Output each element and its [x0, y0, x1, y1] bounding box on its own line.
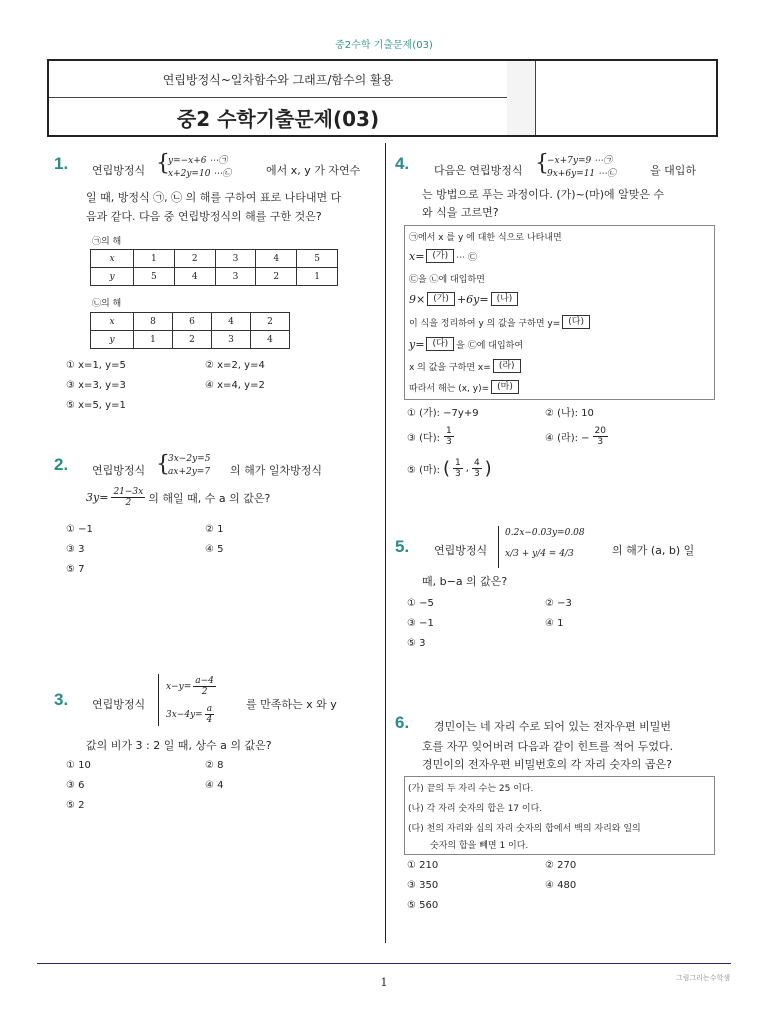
blank-na: (나)	[491, 292, 519, 306]
fraction-numerator: a−4	[195, 676, 214, 686]
q3-eq2-fraction	[205, 704, 214, 725]
page-subtitle: 연립방정식~일차함수와 그래프/함수의 활용	[49, 61, 507, 98]
option-label: ④ (라): −	[545, 433, 590, 444]
q5-tail: 의 해가 (a, b) 일	[612, 544, 695, 557]
table-cell: 2	[251, 313, 290, 331]
q1-table2-label: ㉡의 해	[92, 299, 122, 309]
table-cell: 2	[173, 331, 212, 349]
fraction-denominator: 3	[445, 437, 452, 447]
q4-step4-lhs: 9×	[409, 292, 426, 306]
q3-line2: 값의 비가 3 : 2 일 때, 상수 a 의 값은?	[86, 739, 272, 752]
q5-eq2: x/3 + y/4 = 4/3	[505, 549, 574, 559]
q2-eq1: 3x−2y=5	[168, 454, 211, 464]
option-label: ⑤ (마):	[407, 465, 440, 476]
q2-option-1[interactable]: ① −1	[66, 524, 93, 535]
table-cell: 3	[215, 250, 256, 268]
blank-ga: (가)	[427, 292, 455, 306]
blank-da: (다)	[562, 315, 590, 329]
paren-close: )	[484, 458, 492, 479]
q1-table2	[90, 312, 290, 349]
q4-step5	[409, 315, 590, 329]
q4-step7-text: x 의 값을 구하면 x=	[409, 362, 491, 373]
q1-line2: 일 때, 방정식 ㉠, ㉡ 의 해를 구하여 표로 나타내면 다	[86, 191, 342, 204]
q6-option-5[interactable]: ⑤ 560	[407, 900, 439, 911]
q3-eq2	[166, 704, 214, 725]
q6-option-1[interactable]: ① 210	[407, 860, 439, 871]
q4-option-3[interactable]	[407, 426, 454, 447]
q6-line2: 호를 자꾸 잊어버려 다음과 같이 힌트를 적어 두었다.	[422, 740, 674, 753]
option-fraction	[593, 426, 608, 447]
fraction-denominator: 4	[206, 715, 213, 725]
blank-ra: (라)	[493, 359, 521, 373]
q6-hint-2: (나) 각 자리 숫자의 합은 17 이다.	[408, 804, 543, 814]
page-number: 1	[380, 976, 388, 989]
q3-eq1	[166, 676, 216, 697]
option-fraction	[444, 426, 454, 447]
q4-step6-text: 을 ㉢에 대입하여	[456, 340, 524, 351]
q4-step6	[409, 337, 523, 351]
q5-option-1[interactable]: ① −5	[407, 598, 434, 609]
q6-option-4[interactable]: ④ 480	[545, 880, 577, 891]
column-divider	[385, 143, 386, 943]
q2-brace: {	[156, 452, 170, 477]
footer-brand: 그림그리는수학샘	[675, 974, 730, 982]
q1-lead: 연립방정식	[92, 164, 146, 177]
title-box	[47, 59, 718, 137]
q2-option-3[interactable]: ③ 3	[66, 544, 85, 555]
header-label: 중2수학 기출문제(03)	[335, 40, 433, 51]
q6-option-2[interactable]: ② 270	[545, 860, 577, 871]
table-cell: 4	[174, 268, 215, 286]
table-cell: 8	[134, 313, 173, 331]
table-cell: 6	[173, 313, 212, 331]
q4-step8	[409, 380, 519, 394]
table-cell: 1	[134, 250, 175, 268]
q1-tail: 에서 x, y 가 자연수	[266, 164, 361, 177]
q4-tail: 을 대입하	[650, 164, 697, 177]
q5-line2: 때, b−a 의 값은?	[422, 575, 508, 588]
q6-hint-1: (가) 끝의 두 자리 수는 25 이다.	[408, 784, 534, 794]
fraction-numerator: 4	[473, 458, 480, 468]
q4-step1: ㉠에서 x 를 y 에 대한 식으로 나타내면	[409, 233, 562, 243]
q6-line1: 경민이는 네 자리 수로 되어 있는 전자우편 비밀번	[434, 720, 671, 733]
fraction-denominator: 3	[597, 437, 604, 447]
paren-open: (	[442, 458, 451, 479]
table-row	[91, 268, 338, 286]
q4-number: 4.	[395, 154, 410, 173]
blank-da: (다)	[426, 337, 454, 351]
table-cell: 1	[134, 331, 173, 349]
q5-option-3[interactable]: ③ −1	[407, 618, 434, 629]
fraction-numerator: 1	[455, 458, 461, 468]
q3-tail: 를 만족하는 x 와 y	[246, 698, 337, 711]
q1-option-3[interactable]: ③ x=3, y=3	[66, 380, 126, 391]
fraction-numerator: 21−3x	[113, 487, 144, 497]
q2-line2-text: 의 해일 때, 수 a 의 값은?	[148, 491, 271, 505]
q5-option-2[interactable]: ② −3	[545, 598, 572, 609]
fraction-numerator: a	[206, 704, 213, 714]
q1-table1-label: ㉠의 해	[92, 237, 122, 247]
q3-option-5[interactable]: ⑤ 2	[66, 800, 85, 811]
fraction-denominator: 2	[125, 498, 132, 508]
q2-option-4[interactable]: ④ 5	[205, 544, 224, 555]
option-label: ③ (다):	[407, 433, 440, 444]
q4-step8-text: 따라서 해는 (x, y)=	[409, 383, 490, 394]
table-cell: 4	[256, 250, 297, 268]
table-cell: 4	[212, 313, 251, 331]
blank-ma: (마)	[491, 380, 519, 394]
q2-line2	[86, 487, 270, 508]
table-cell: 4	[251, 331, 290, 349]
q3-eq2-lhs: 3x−4y=	[166, 709, 203, 720]
q6-option-3[interactable]: ③ 350	[407, 880, 439, 891]
q4-eq1: −x+7y=9 ⋯㉠	[547, 156, 613, 166]
q4-step5-text: 이 식을 정리하여 y 의 값을 구하면 y=	[409, 318, 561, 329]
q5-brace	[498, 526, 501, 568]
title-side-cell	[507, 61, 536, 135]
table-head-y: y	[91, 331, 134, 349]
page-title: 중2 수학기출문제(03)	[176, 106, 380, 131]
footer-rule	[37, 963, 731, 964]
q4-step4	[409, 292, 518, 306]
q3-number: 3.	[54, 690, 69, 709]
q5-option-5[interactable]: ⑤ 3	[407, 638, 426, 649]
q4-step7	[409, 359, 521, 373]
q5-eq1: 0.2x−0.03y=0.08	[505, 528, 585, 538]
q3-eq1-lhs: x−y=	[166, 681, 192, 692]
table-cell: 2	[174, 250, 215, 268]
q2-eq2: ax+2y=7	[168, 467, 211, 477]
q6-number: 6.	[395, 713, 410, 732]
q1-brace: {	[156, 151, 170, 176]
q4-option-4[interactable]	[545, 426, 608, 447]
q3-option-1[interactable]: ① 10	[66, 760, 91, 771]
fraction-numerator: 20	[594, 426, 606, 436]
q4-step2	[409, 249, 477, 263]
q1-number: 1.	[54, 154, 69, 173]
table-cell: 3	[212, 331, 251, 349]
q3-option-4[interactable]: ④ 4	[205, 780, 224, 791]
option-fraction	[472, 458, 482, 479]
table-head-y: y	[91, 268, 134, 286]
q4-step4-mid: +6y=	[456, 292, 489, 306]
q4-step6-lhs: y=	[409, 337, 425, 351]
q4-eq2: 9x+6y=11 ⋯㉡	[547, 169, 617, 179]
q1-eq2: x+2y=10 ⋯㉡	[168, 169, 232, 179]
q6-line3: 경민이의 전자우편 비밀번호의 각 자리 숫자의 곱은?	[422, 758, 672, 771]
fraction-denominator: 3	[473, 469, 480, 479]
q4-step2-post: ⋯ ㉢	[456, 252, 478, 263]
q4-step2-lhs: x=	[409, 249, 425, 263]
q2-eq-lhs: 3y=	[86, 491, 109, 504]
q1-line3: 음과 같다. 다음 중 연립방정식의 해를 구한 것은?	[86, 210, 322, 223]
table-row	[91, 313, 290, 331]
q2-option-2[interactable]: ② 1	[205, 524, 224, 535]
q2-number: 2.	[54, 455, 69, 474]
q3-option-3[interactable]: ③ 6	[66, 780, 85, 791]
q1-option-2[interactable]: ② x=2, y=4	[205, 360, 265, 371]
blank-ga: (가)	[426, 249, 454, 263]
fraction-denominator: 2	[201, 687, 208, 697]
table-row	[91, 331, 290, 349]
q4-option-1[interactable]: ① (가): −7y+9	[407, 408, 479, 419]
table-cell: 3	[215, 268, 256, 286]
q2-fraction	[111, 487, 145, 508]
table-cell: 5	[297, 250, 338, 268]
q6-hint-3-cont: 숫자의 합을 빼면 1 이다.	[430, 841, 529, 851]
table-head-x: x	[91, 313, 134, 331]
q3-brace	[158, 674, 161, 726]
q1-table1	[90, 249, 338, 286]
table-cell: 1	[297, 268, 338, 286]
q5-number: 5.	[395, 537, 410, 556]
fraction-denominator: 3	[455, 469, 461, 479]
q6-hint-3: (다) 천의 자리와 십의 자리 숫자의 합에서 백의 자리와 일의	[408, 824, 641, 834]
q4-step3: ㉢을 ㉡에 대입하면	[409, 275, 485, 285]
q4-option-5[interactable]	[407, 458, 492, 479]
q1-eq1: y=−x+6 ⋯㉠	[168, 156, 228, 166]
option-fraction	[453, 458, 463, 479]
q3-lead: 연립방정식	[92, 698, 146, 711]
table-cell: 2	[256, 268, 297, 286]
q3-eq1-fraction	[193, 676, 216, 697]
q4-line2: 는 방법으로 푸는 과정이다. (가)~(마)에 알맞은 수	[422, 188, 665, 201]
q3-option-2[interactable]: ② 8	[205, 760, 224, 771]
q5-lead: 연립방정식	[434, 544, 488, 557]
q4-option-2[interactable]: ② (나): 10	[545, 408, 594, 419]
q4-brace: {	[535, 151, 549, 176]
comma: ,	[465, 463, 469, 474]
fraction-numerator: 1	[445, 426, 452, 436]
q1-option-1[interactable]: ① x=1, y=5	[66, 360, 126, 371]
q2-option-5[interactable]: ⑤ 7	[66, 564, 85, 575]
table-cell: 5	[134, 268, 175, 286]
table-row	[91, 250, 338, 268]
table-head-x: x	[91, 250, 134, 268]
q5-option-4[interactable]: ④ 1	[545, 618, 564, 629]
q1-option-5[interactable]: ⑤ x=5, y=1	[66, 400, 126, 411]
q2-tail: 의 해가 일차방정식	[230, 464, 323, 477]
q4-line3: 와 식을 고르면?	[422, 206, 499, 219]
q4-lead: 다음은 연립방정식	[434, 164, 523, 177]
q2-lead: 연립방정식	[92, 464, 146, 477]
q1-option-4[interactable]: ④ x=4, y=2	[205, 380, 265, 391]
